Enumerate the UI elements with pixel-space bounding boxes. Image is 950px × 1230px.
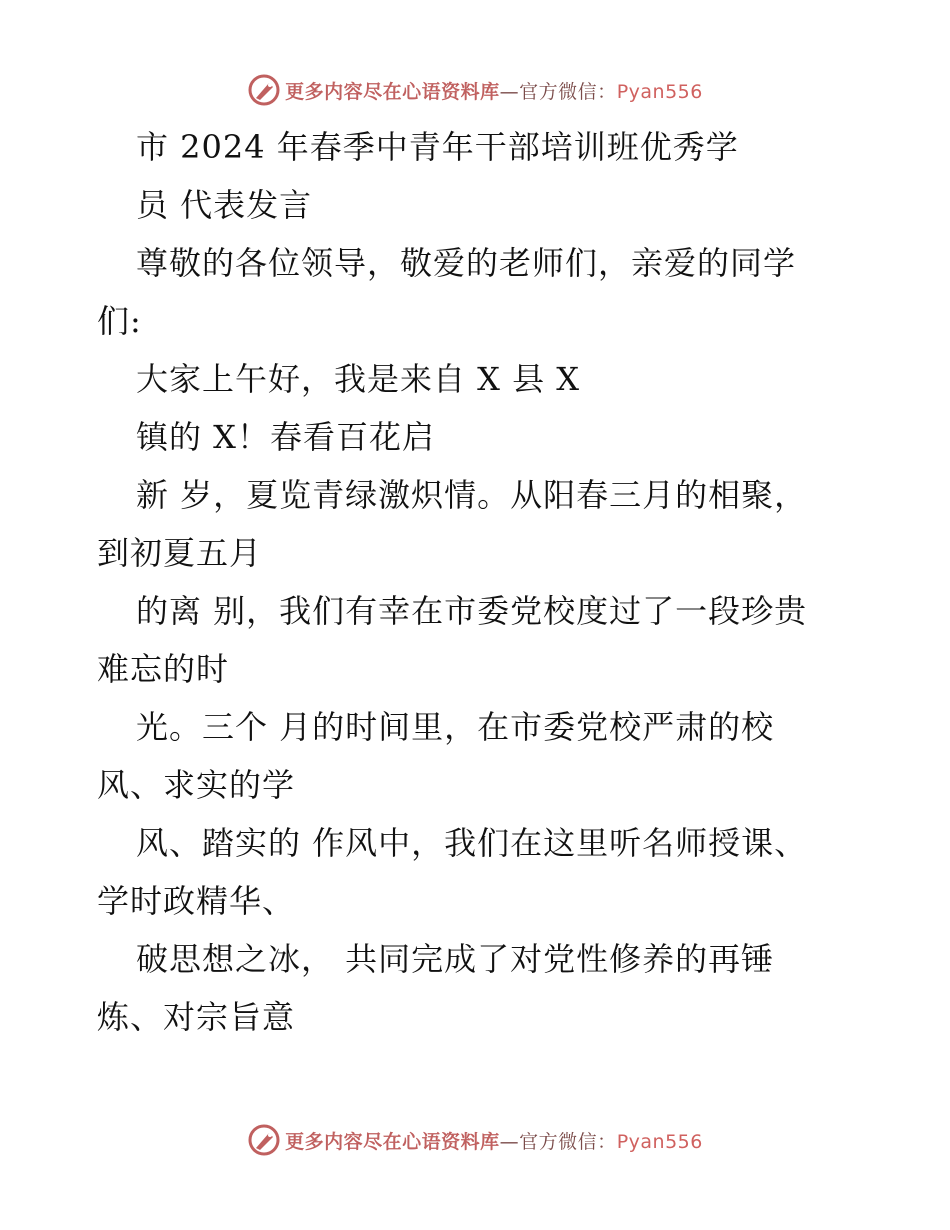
- paragraph-line: 市 2024 年春季中青年干部培训班优秀学: [136, 128, 739, 166]
- paragraph-line: 光。三个 月的时间里，在市委党校严肃的校: [136, 708, 775, 746]
- header-wechat-label: 官方微信：: [519, 80, 617, 103]
- paragraph-line: 风、踏实的 作风中，我们在这里听名师授课、: [136, 824, 808, 862]
- paragraph-line: 到初夏五月: [97, 534, 263, 572]
- header-watermark: [0, 70, 950, 110]
- paragraph-line: 新 岁，夏览青绿激炽情。从阳春三月的相聚，: [136, 476, 808, 514]
- header-banner-text: [285, 77, 703, 104]
- footer-banner-text: [285, 1127, 703, 1154]
- header-wechat-id: Pyan556: [616, 80, 703, 103]
- header-separator: —: [499, 80, 520, 103]
- footer-separator: —: [499, 1130, 520, 1153]
- paragraph-line: 们:: [97, 302, 142, 340]
- paragraph-line: 学时政精华、: [97, 882, 296, 920]
- paragraph-line: 炼、对宗旨意: [97, 998, 296, 1036]
- paragraph-line: 难忘的时: [97, 650, 230, 688]
- pen-nib-logo-icon: [247, 1123, 281, 1157]
- footer-wechat-id: Pyan556: [616, 1130, 703, 1153]
- footer-watermark: [0, 1120, 950, 1160]
- header-site: 更多内容尽在心语资料库: [285, 80, 500, 103]
- pen-nib-logo-icon: [247, 73, 281, 107]
- paragraph-line: 员 代表发言: [136, 186, 313, 224]
- paragraph-line: 尊敬的各位领导，敬爱的老师们，亲爱的同学: [136, 244, 797, 282]
- paragraph-line: 破思想之冰， 共同完成了对党性修养的再锤: [136, 940, 775, 978]
- paragraph-line: 风、求实的学: [97, 766, 296, 804]
- paragraph-line: 的离 别，我们有幸在市委党校度过了一段珍贵: [136, 592, 808, 630]
- footer-wechat-label: 官方微信：: [519, 1130, 617, 1153]
- paragraph-line: 镇的 X！春看百花启: [136, 418, 435, 456]
- footer-site: 更多内容尽在心语资料库: [285, 1130, 500, 1153]
- paragraph-line: 大家上午好，我是来自 X 县 X: [136, 360, 581, 398]
